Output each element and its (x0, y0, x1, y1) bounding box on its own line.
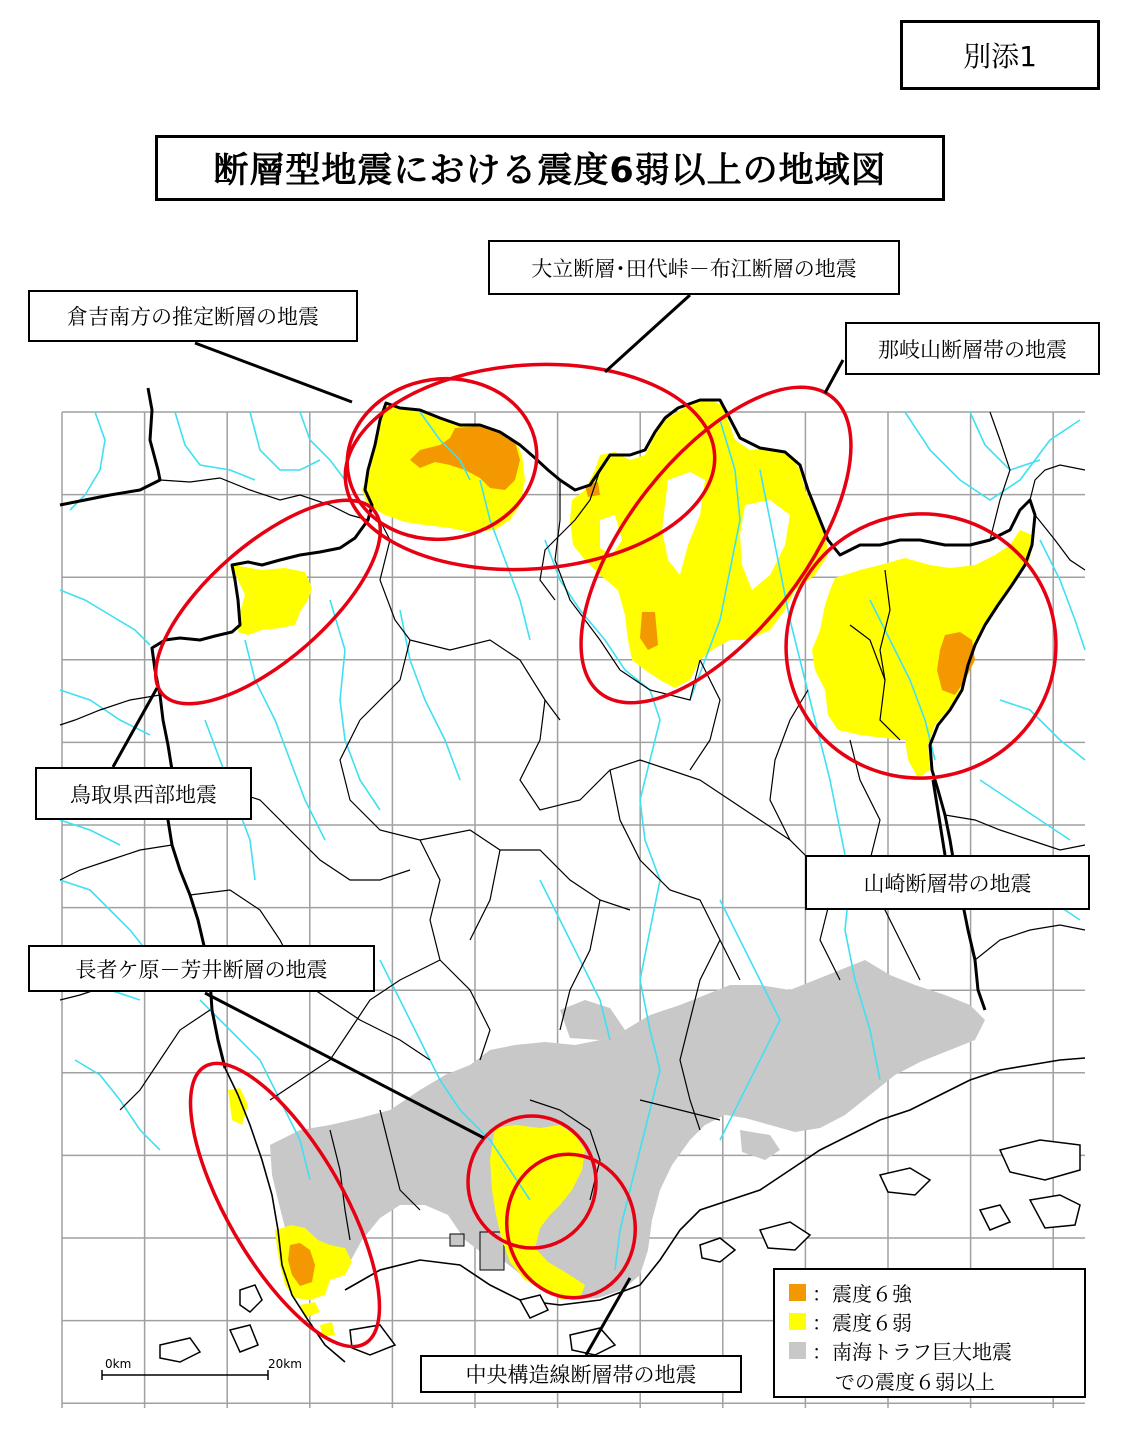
river (980, 780, 1070, 840)
municipal-boundary (340, 720, 490, 1060)
tottori-west-zone (232, 565, 312, 635)
legend-label-continuation: での震度６弱以上 (835, 1370, 995, 1394)
map-title: 断層型地震における震度6弱以上の地域図 (155, 135, 945, 201)
island (1030, 1195, 1080, 1228)
municipal-boundary (1035, 515, 1085, 570)
legend-label: ：震度６弱 (812, 1310, 912, 1335)
legend-swatch-gray (789, 1342, 806, 1359)
callout-chojagahara-fault: 長者ケ原－芳井断層の地震 (28, 945, 375, 992)
river (60, 820, 120, 845)
legend-item (789, 1338, 1012, 1362)
scale-end-label: 20km (268, 1357, 302, 1371)
leader-kurayoshi (195, 343, 352, 402)
legend-label: ：南海トラフ巨大地震 (812, 1339, 1012, 1364)
river (60, 880, 150, 955)
river (400, 610, 460, 780)
municipal-boundary (420, 830, 630, 910)
island (1000, 1140, 1080, 1180)
river (1000, 700, 1085, 760)
municipal-boundary (610, 770, 740, 980)
scale-start-label: 0km (105, 1357, 132, 1371)
river (245, 640, 325, 840)
callout-median-tectonic-line: 中央構造線断層帯の地震 (420, 1355, 742, 1393)
municipal-boundary (640, 760, 810, 860)
scale-bar (102, 1357, 302, 1380)
municipal-boundary (120, 1010, 210, 1110)
legend-item (789, 1309, 912, 1333)
island (350, 1325, 395, 1355)
river (175, 412, 255, 480)
municipal-boundary (160, 478, 368, 520)
legend-swatch-yellow (789, 1313, 806, 1330)
municipal-boundary (520, 700, 640, 810)
municipal-boundary (60, 845, 172, 880)
river (330, 600, 380, 810)
nankai-trough-zones (270, 960, 985, 1300)
yamasaki-zone (812, 530, 1032, 778)
island (520, 1295, 548, 1318)
municipal-boundary (990, 412, 1010, 540)
river (60, 590, 150, 645)
legend-swatch-orange (789, 1284, 806, 1301)
callout-otachi-fault: 大立断層･田代峠－布江断層の地震 (488, 240, 900, 295)
leader-nagisan (825, 360, 843, 393)
municipal-boundary (410, 640, 560, 720)
island (700, 1238, 735, 1262)
leader-otachi (605, 295, 690, 372)
chojagahara-zone (300, 1302, 320, 1318)
legend (773, 1268, 1086, 1398)
callout-tottori-west-earthquake: 鳥取県西部地震 (35, 767, 252, 820)
island (760, 1222, 810, 1250)
callout-kurayoshi-fault: 倉吉南方の推定断層の地震 (28, 290, 358, 342)
legend-label: ：震度６強 (812, 1281, 912, 1306)
callout-yamasaki-fault: 山崎断層帯の地震 (805, 855, 1090, 910)
island (230, 1325, 258, 1352)
river (970, 412, 1040, 470)
callout-nagisan-fault: 那岐山断層帯の地震 (845, 322, 1100, 375)
legend-item (789, 1280, 912, 1304)
attachment-label: 別添1 (900, 20, 1100, 90)
island (980, 1205, 1010, 1230)
port-area (450, 1234, 464, 1246)
leader-tottori-west (113, 688, 157, 767)
river (300, 412, 345, 480)
nankai-zone (270, 960, 985, 1300)
island (160, 1338, 200, 1362)
municipal-boundary (975, 925, 1085, 960)
island (240, 1285, 262, 1312)
municipal-boundary (945, 815, 1085, 850)
river (60, 690, 150, 735)
